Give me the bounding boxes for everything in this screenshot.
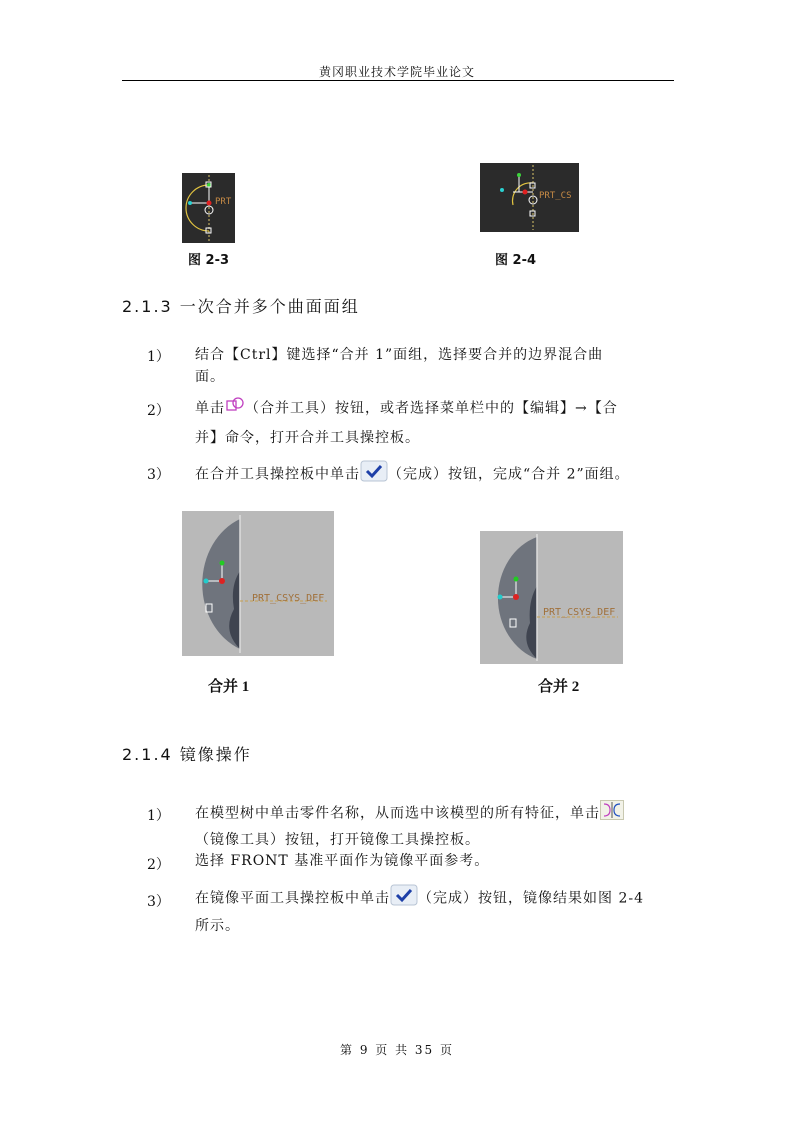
merge-tool-icon: [225, 396, 245, 421]
list-item-line: 并】命令，打开合并工具操控板。: [195, 430, 420, 446]
figure-overlay-label: PRT_CSYS_DEF: [252, 593, 325, 604]
figure-2-3-caption: 图 2-3: [188, 253, 230, 268]
list-item-line: 在合并工具操控板中单击: [195, 466, 360, 483]
figure-2-4-caption: 图 2-4: [495, 253, 537, 268]
list-item-line: 面。: [195, 369, 225, 385]
list-item-line: 单击: [195, 400, 225, 417]
section-heading-2-1-4: 2.1.4 镜像操作: [122, 745, 252, 764]
merge-1-image: [182, 511, 334, 656]
csys-sketch-icon: [182, 173, 235, 243]
list-item-line: 选择 FRONT 基准平面作为镜像平面参考。: [195, 853, 490, 869]
list-number: 1）: [147, 808, 170, 824]
model-render-icon: [182, 511, 334, 656]
figure-overlay-label: PRT_CSYS_DEF: [543, 607, 616, 618]
list-item-line: 所示。: [195, 918, 240, 934]
list-item-line: （完成）按钮，完成“合并 2”面组。: [388, 466, 630, 483]
merge-2-image: [480, 531, 623, 664]
header-rule: [122, 80, 674, 81]
list-item-text: [195, 850, 675, 872]
list-number: 3）: [147, 894, 170, 910]
list-item-line: （镜像工具）按钮，打开镜像工具操控板。: [195, 832, 480, 848]
mirror-tool-icon: [600, 800, 624, 827]
merge-2-caption: 合并 2: [538, 679, 580, 695]
list-item-text: [195, 884, 685, 937]
list-item-text: [195, 344, 675, 388]
checkmark-icon: [360, 460, 388, 489]
figure-overlay-label: PRT: [215, 197, 232, 207]
list-item-text: [195, 396, 675, 449]
list-item-text: [195, 460, 685, 489]
figure-2-4-image: [480, 163, 579, 232]
list-number: 1）: [147, 349, 170, 365]
list-item-line: 在镜像平面工具操控板中单击: [195, 890, 390, 907]
checkmark-icon: [390, 884, 418, 913]
merge-1-caption: 合并 1: [208, 679, 250, 695]
list-item-line: 在模型树中单击零件名称，从而选中该模型的所有特征，单击: [195, 805, 600, 822]
page-footer: 第 9 页 共 35 页: [340, 1043, 454, 1057]
list-item-line: （合并工具）按钮，或者选择菜单栏中的【编辑】→【合: [245, 400, 618, 417]
list-number: 2）: [147, 403, 170, 419]
page-header: 黄冈职业技术学院毕业论文: [318, 65, 475, 79]
model-render-icon: [480, 531, 623, 664]
list-number: 2）: [147, 857, 170, 873]
list-item-line: （完成）按钮，镜像结果如图 2-4: [418, 890, 644, 907]
figure-overlay-label: PRT_CS: [539, 191, 572, 201]
list-item-text: [195, 800, 685, 851]
list-number: 3）: [147, 467, 170, 483]
section-heading-2-1-3: 2.1.3 一次合并多个曲面面组: [122, 297, 360, 316]
list-item-line: 结合【Ctrl】键选择“合并 1”面组，选择要合并的边界混合曲: [195, 347, 604, 363]
figure-2-3-image: [182, 173, 235, 243]
